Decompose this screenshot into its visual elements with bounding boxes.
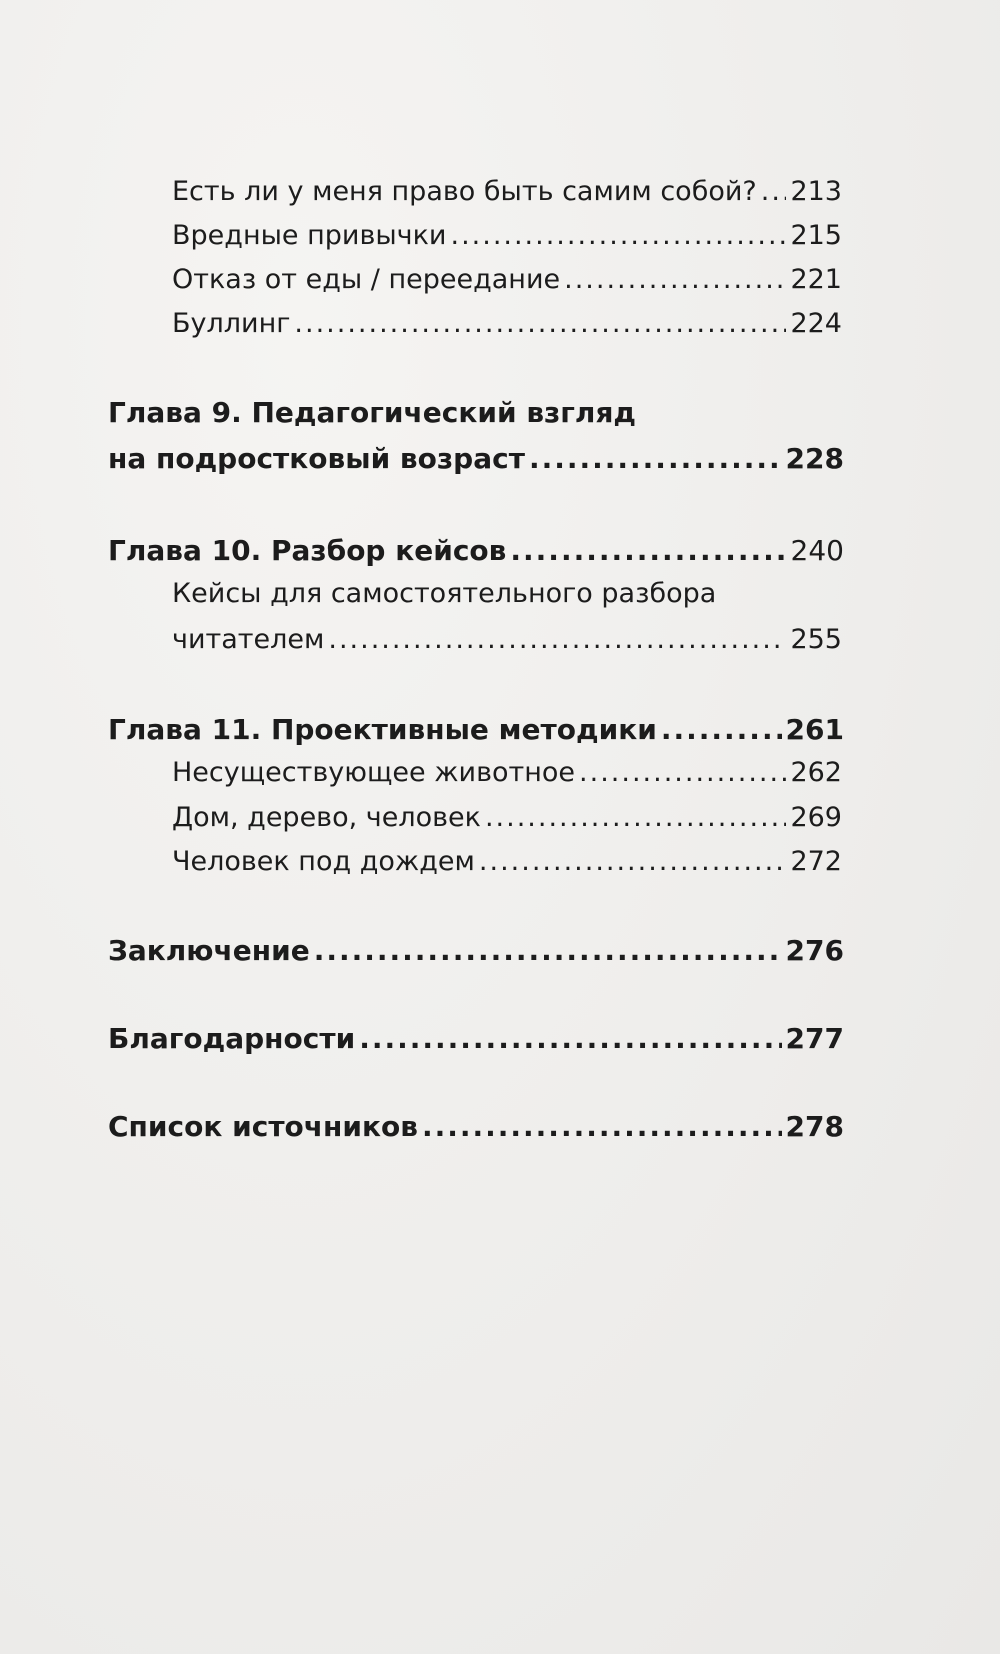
toc-entry [172, 308, 842, 339]
toc-entry [172, 264, 842, 295]
toc-entry-page: 261 [785, 713, 844, 746]
dot-leader [314, 934, 782, 967]
toc-entry-page: 269 [790, 802, 842, 833]
toc-entry-title: Глава 11. Проективные методики [108, 713, 657, 746]
toc-entry-page: 255 [790, 624, 842, 655]
dot-leader [328, 624, 786, 655]
toc-entry-title: на подростковый возраст [108, 442, 525, 475]
toc-entry-page: 215 [790, 220, 842, 251]
toc-entry-page: 272 [790, 846, 842, 877]
dot-leader [359, 1022, 781, 1055]
toc-entry [108, 1022, 844, 1055]
toc-entry-page: 262 [790, 757, 842, 788]
toc-entry-page: 228 [785, 442, 844, 475]
dot-leader [761, 176, 787, 207]
toc-entry-title: Благодарности [108, 1022, 356, 1055]
toc-entry-title: Вредные привычки [172, 220, 447, 251]
dot-leader [294, 308, 786, 339]
toc-entry [172, 220, 842, 251]
toc-entry [108, 442, 844, 475]
toc-entry-title: Есть ли у меня право быть самим собой? [172, 176, 757, 207]
toc-entry-title: Человек под дождем [172, 846, 475, 877]
toc-entry-title-line1: Кейсы для самостоятельного разбора [172, 578, 717, 609]
toc-entry [108, 713, 844, 746]
toc-entry-title: Заключение [108, 934, 310, 967]
toc-entry-page: 221 [790, 264, 842, 295]
dot-leader [661, 713, 782, 746]
toc-entry-page: 224 [790, 308, 842, 339]
dot-leader [450, 220, 786, 251]
toc-entry [172, 846, 842, 877]
toc-entry [108, 1110, 844, 1143]
toc-entry-title: Список источников [108, 1110, 418, 1143]
toc-chapter-title-line1: Глава 9. Педагогический взгляд [108, 396, 637, 429]
toc-entry-page: 277 [785, 1022, 844, 1055]
toc-entry-page: 240 [790, 534, 844, 567]
dot-leader [529, 442, 782, 475]
toc-entry [172, 176, 842, 207]
dot-leader [422, 1110, 782, 1143]
toc-entry-title: Несуществующее животное [172, 757, 576, 788]
toc-entry [172, 802, 842, 833]
toc-entry-title: Отказ от еды / переедание [172, 264, 561, 295]
toc-entry-page: 278 [785, 1110, 844, 1143]
toc-entry [172, 757, 842, 788]
toc-entry-title: читателем [172, 624, 325, 655]
toc-entry-title: Буллинг [172, 308, 291, 339]
toc-entry-page: 276 [785, 934, 844, 967]
dot-leader [579, 757, 786, 788]
toc-entry-title: Глава 10. Разбор кейсов [108, 534, 507, 567]
dot-leader [479, 846, 787, 877]
dot-leader [510, 534, 786, 567]
toc-entry [108, 934, 844, 967]
toc-entry-page: 213 [790, 176, 842, 207]
dot-leader [485, 802, 787, 833]
toc-entry-title: Дом, дерево, человек [172, 802, 481, 833]
toc-entry [108, 534, 844, 567]
toc-entry [172, 624, 842, 655]
dot-leader [564, 264, 786, 295]
